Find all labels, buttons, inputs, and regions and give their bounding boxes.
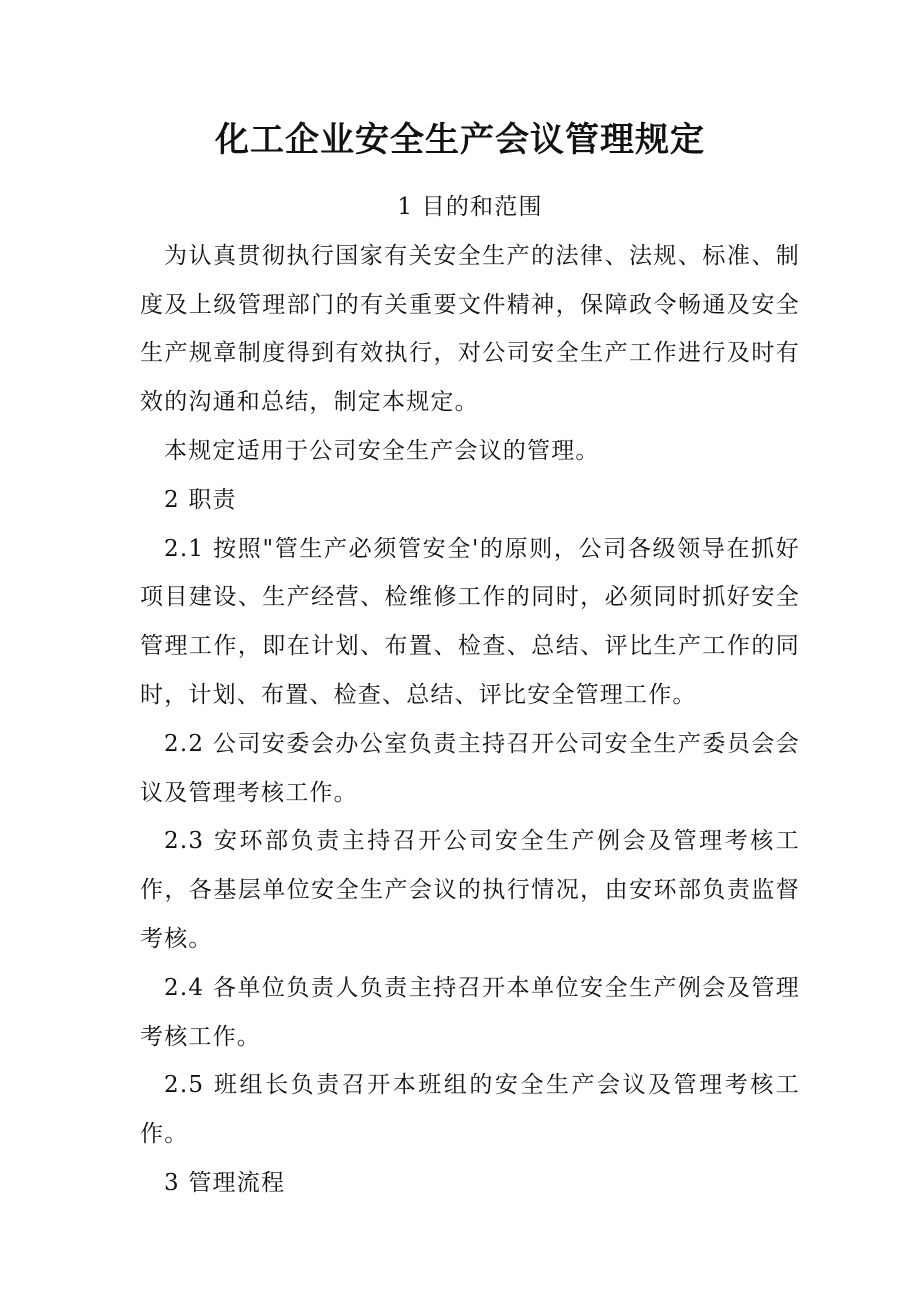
- section-heading-management-process: 3 管理流程: [164, 1169, 286, 1196]
- clause-2-5: 2.5 班组长负责召开本班组的安全生产会议及管理考核工作。: [140, 1072, 800, 1148]
- paragraph-purpose: 为认真贯彻执行国家有关安全生产的法律、法规、标准、制度及上级管理部门的有关重要文件精神，保障政令畅通及安全生产规章制度得到有效执行，对公司安全生产工作进行及时有效的沟通和总结，制定本规定。: [140, 242, 800, 416]
- clause-2-4: 2.4 各单位负责人负责主持召开本单位安全生产例会及管理考核工作。: [140, 974, 800, 1050]
- paragraph-scope: 本规定适用于公司安全生产会议的管理。: [164, 437, 600, 464]
- section-heading-purpose-scope: 1 目的和范围: [397, 194, 543, 220]
- clause-2-2: 2.2 公司安委会办公室负责主持召开公司安全生产委员会会议及管理考核工作。: [140, 730, 800, 806]
- clause-2-3: 2.3 安环部负责主持召开公司安全生产例会及管理考核工作，各基层单位安全生产会议的执行情况，由安环部负责监督考核。: [140, 828, 800, 952]
- section-heading-responsibilities: 2 职责: [164, 486, 237, 513]
- document-body: [140, 183, 800, 1208]
- document-title: 化工企业安全生产会议管理规定: [215, 120, 705, 160]
- clause-2-1: 2.1 按照"管生产必须管安全'的原则，公司各级领导在抓好项目建设、生产经营、检维修工作的同时，必须同时抓好安全管理工作，即在计划、布置、检查、总结、评比生产工作的同时，计划、布置、检查、总结、评比安全管理工作。: [140, 535, 800, 708]
